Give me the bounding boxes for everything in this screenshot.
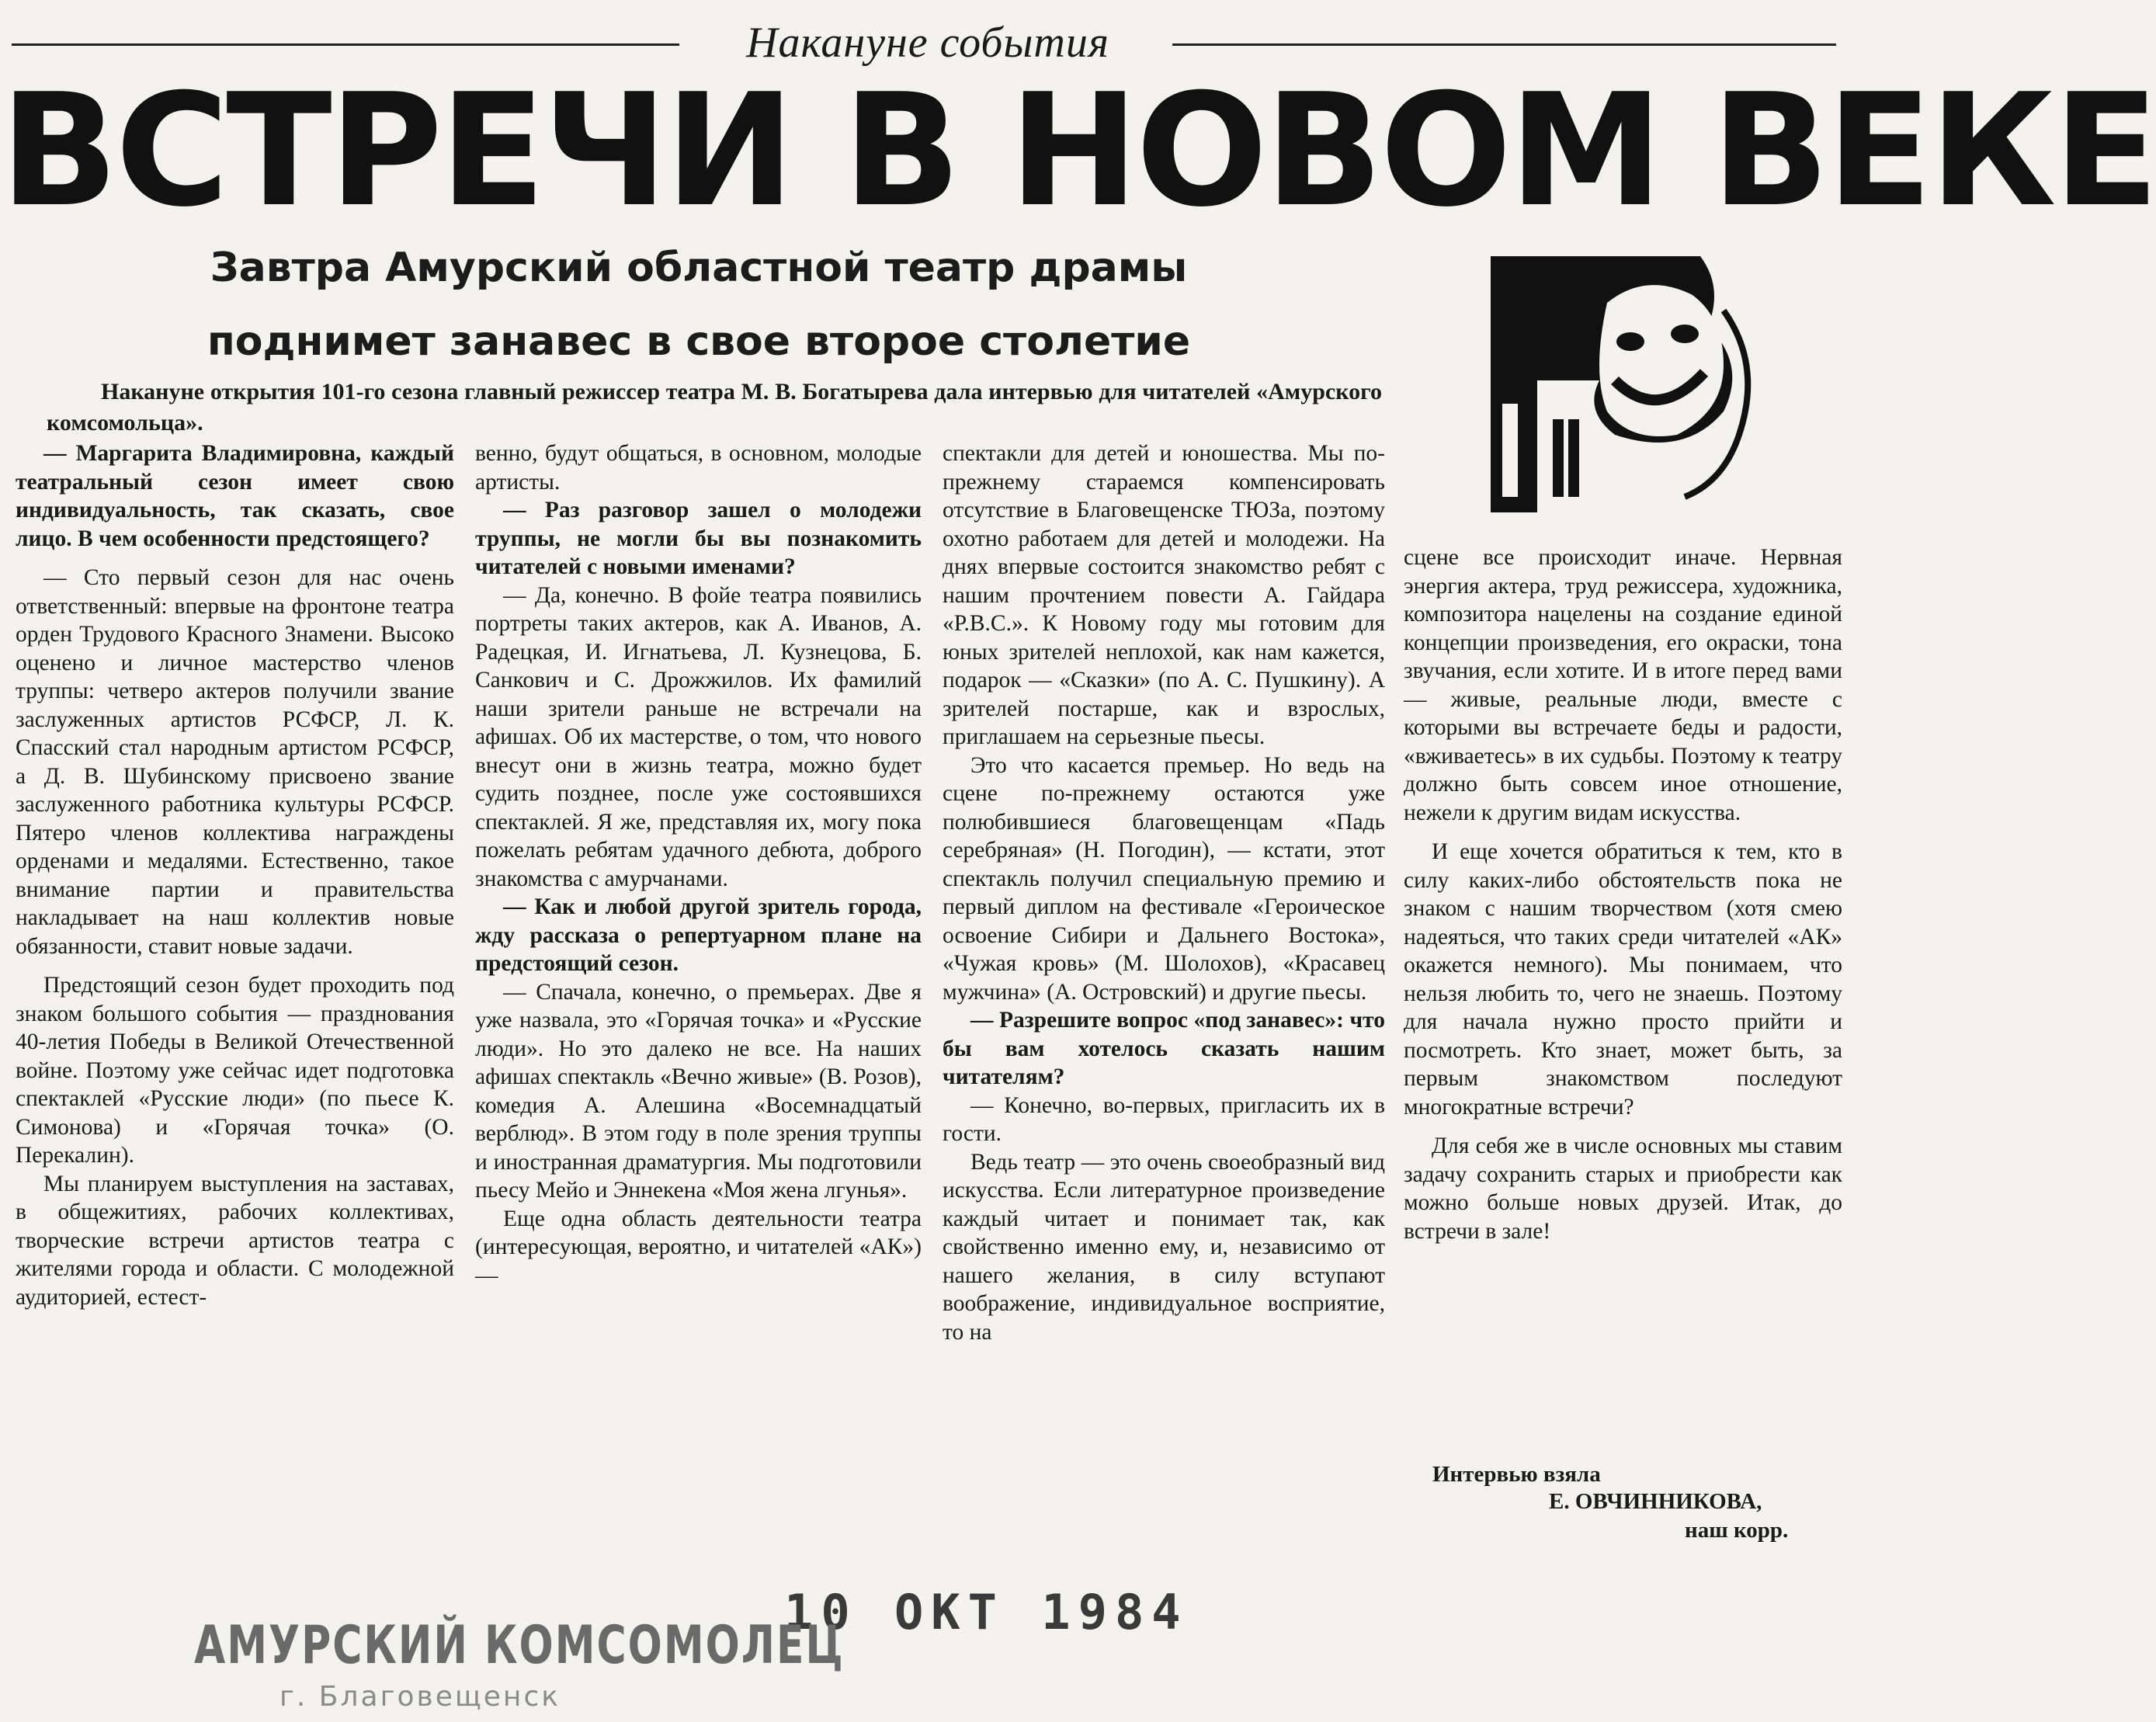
subheadline-1: Завтра Амурский областной театр драмы: [210, 245, 1188, 291]
paragraph: сцене все происходит иначе. Нервная энергия актера, труд режиссера, художника, композитора нацелены на создание единой концепции произведения, его окраски, тона звучания, если хотите. И в итоге перед вами — живые, реальные люди, вместе с которыми вы встречаете беды и радости, «вживаетесь» в их судьбы. Поэтому к театру должно быть совсем иное отношение, нежели к другим видам искусства.: [1404, 545, 1842, 825]
signature-author: Е. ОВЧИННИКОВА,: [1549, 1489, 1762, 1514]
paragraph: спектакли для детей и юношества. Мы по-прежнему стараемся компенсировать отсутствие в Благовещенске ТЮЗа, поэтому охотно работаем для детей и молодежи. На днях впервые состоится знакомство ребят с нашим прочтением повести А. Гайдара «Р.В.С.». К Новому году мы готовим для юных зрителей неплохой, как нам кажется, подарок — «Сказки» (по А. С. Пушкину). А зрителей постарше, как и взрослых, приглашаем на серьезные пьесы.: [943, 441, 1385, 749]
paragraph: Это что касается премьер. Но ведь на сцене по-прежнему остаются уже полюбившиеся благовещенцам «Падь серебряная» (Н. Погодин), — кстати, этот спектакль получил специальную премию и первый диплом на фестивале «Героическое освоение Сибири и Дальнего Востока», «Чужая кровь» (М. Шолохов), «Красавец мужчина» (А. Островский) и другие пьесы.: [943, 752, 1385, 1005]
question: — Маргарита Владимировна, каждый театральный сезон имеет свою индивидуальность, так сказать, свое лицо. В чем особенности предстоящего?: [16, 441, 454, 551]
paragraph: Еще одна область деятельности театра (интересующая, вероятно, и читателей «АК») —: [475, 1206, 922, 1288]
lead-paragraph: Накануне открытия 101-го сезона главный режиссер театра М. В. Богатырева дала интервью для читателей «Амурского комсомольца».: [47, 379, 1382, 436]
date-stamp: 10 ОКТ 1984: [784, 1584, 1189, 1640]
paragraph: — Спачала, конечно, о премьерах. Две я уже назвала, это «Горячая точка» и «Русские люди». Но это далеко не все. На наших афишах спектакль «Вечно живые» (В. Розов), комедия А. Алешина «Восемнадцатый верблюд». В этом году в поле зрения труппы и иностранная драматургия. Мы подготовили пьесу Мейо и Эннекена «Моя жена лгунья».: [475, 979, 922, 1203]
paragraph: Ведь театр — это очень своеобразный вид искусства. Если литературное произведение каждый читает и понимает так, как свойственно именно ему, и, независимо от нашего желания, в силу вступают воображение, индивидуальное восприятие, то на: [943, 1149, 1385, 1345]
headline: ВСТРЕЧИ В НОВОМ ВЕКЕ: [0, 61, 2156, 241]
theatre-mask-icon: [1491, 256, 1770, 512]
rubric-title: Накануне события: [746, 19, 1109, 67]
column-2: [475, 439, 922, 1290]
subheadline-2: поднимет занавес в свое второе столетие: [207, 318, 1191, 365]
rubric-rule-left: [12, 43, 679, 46]
question: — Раз разговор зашел о молодежи труппы, не могли бы вы познакомить читателей с новыми именами?: [475, 498, 922, 579]
paragraph: Предстоящий сезон будет проходить под знаком большого события — празднования 40-летия Победы в Великой Отечественной войне. Поэтому уже сейчас идет подготовка спектаклей «Русские люди» (по пьесе К. Симонова) и «Горячая точка» (О. Перекалин).: [16, 973, 454, 1168]
newspaper-stamp: АМУРСКИЙ КОМСОМОЛЕЦ: [194, 1616, 845, 1676]
paragraph: — Конечно, во-первых, пригласить их в гости.: [943, 1092, 1385, 1146]
question: — Как и любой другой зритель города, жду рассказа о репертуарном плане на предстоящий сезон.: [475, 894, 922, 976]
signature-role: наш корр.: [1685, 1518, 1789, 1543]
paragraph: И еще хочется обратиться к тем, кто в силу каких-либо обстоятельств пока не знаком с нашим творчеством (хотя смею надеяться, что таких среди читателей «АК» окажется немного). Мы понимаем, что нельзя любить то, чего не знаешь. Поэтому для начала нужно просто прийти и посмотреть. Кто знает, может быть, за первым знакомством последуют многократные встречи?: [1404, 839, 1842, 1120]
paragraph: — Сто первый сезон для нас очень ответственный: впервые на фронтоне театра орден Трудового Красного Знамени. Высоко оценено и личное мастерство членов труппы: четверо актеров получили звание заслуженных артистов РСФСР, Л. К. Спасский стал народным артистом РСФСР, а Д. В. Шубинскому присвоено звание заслуженного работника культуры РСФСР. Пятеро членов коллектива награждены орденами и медалями. Естественно, такое внимание партии и правительства накладывает на наш коллектив новые обязанности, ставит новые задачи.: [16, 565, 454, 959]
paragraph: венно, будут общаться, в основном, молодые артисты.: [475, 441, 922, 495]
signature-line-1: Интервью взяла: [1432, 1462, 1601, 1487]
rubric-rule-right: [1172, 43, 1836, 46]
question: — Разрешите вопрос «под занавес»: что бы вам хотелось сказать нашим читателям?: [943, 1008, 1385, 1089]
column-3: [943, 439, 1385, 1346]
city-stamp: г. Благовещенск: [279, 1681, 561, 1713]
paragraph: Мы планируем выступления на заставах, в общежитиях, рабочих коллективах, творческие встречи артистов театра с жителями города и области. С молодежной аудиторией, естест-: [16, 1171, 454, 1310]
column-4: [1404, 543, 1842, 1245]
paragraph: — Да, конечно. В фойе театра появились портреты таких актеров, как А. Иванов, А. Радецкая, И. Игнатьева, Л. Кузнецова, Б. Санкович и С. Дрожжилов. Их фамилий наши зрители раньше не встречали на афишах. Об их мастерстве, о том, что нового внесут они в жизнь театра, можно будет судить позднее, после уже состоявшихся спектаклей. Я же, представляя их, могу пока пожелать ребятам удачного дебюта, доброго знакомства с амурчанами.: [475, 582, 922, 891]
column-1: [16, 439, 454, 1311]
paragraph: Для себя же в числе основных мы ставим задачу сохранить старых и приобрести как можно больше новых друзей. Итак, до встречи в зале!: [1404, 1134, 1842, 1244]
